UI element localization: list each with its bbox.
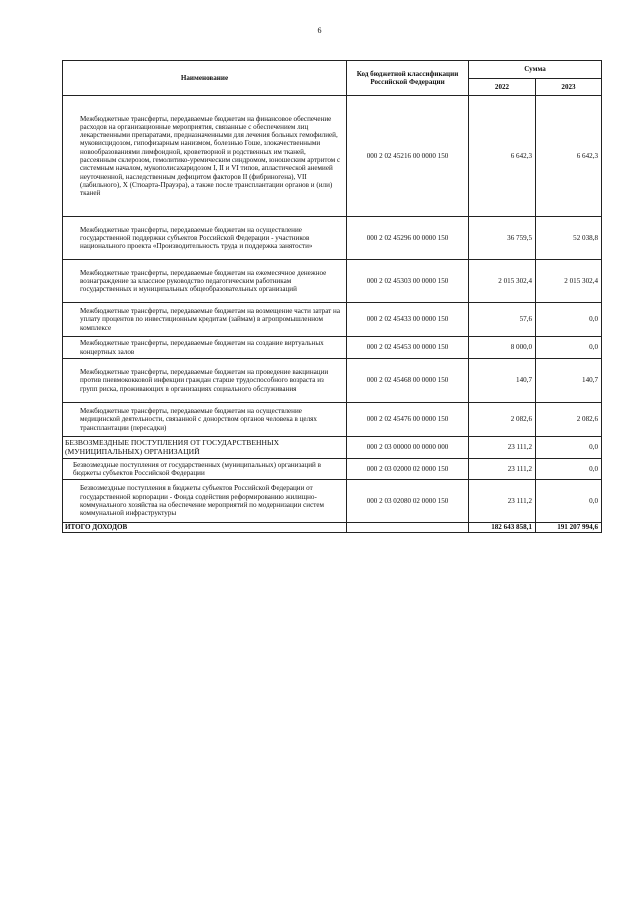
row-value-2023: 140,7: [536, 359, 602, 403]
revenue-table: [62, 60, 602, 533]
header-year-2022: 2022: [469, 79, 536, 96]
row-code: 000 2 03 00000 00 0000 000: [347, 437, 469, 459]
row-name: Межбюджетные трансферты, передаваемые бюджетам на возмещение части затрат на уплату процентов по инвестиционным кредитам (займам) в агропромышленном комплексе: [63, 303, 347, 337]
table-row: [63, 260, 602, 303]
row-value-2023: 0,0: [536, 337, 602, 359]
row-value-2023: 0,0: [536, 437, 602, 459]
row-name: Межбюджетные трансферты, передаваемые бюджетам на ежемесячное денежное вознаграждение за классное руководство педагогическим работникам государственных и муниципальных общеобразовательных организаций: [63, 260, 347, 303]
table-row: [63, 359, 602, 403]
row-value-2022: 6 642,3: [469, 96, 536, 217]
header-sum: Сумма: [469, 61, 602, 79]
row-code: 000 2 02 45303 00 0000 150: [347, 260, 469, 303]
total-label: ИТОГО ДОХОДОВ: [63, 523, 347, 533]
row-value-2022: 2 015 302,4: [469, 260, 536, 303]
total-code: [347, 523, 469, 533]
row-value-2022: 23 111,2: [469, 480, 536, 523]
row-value-2023: 2 015 302,4: [536, 260, 602, 303]
row-name: Межбюджетные трансферты, передаваемые бюджетам на создание виртуальных концертных залов: [63, 337, 347, 359]
table-row: [63, 459, 602, 480]
total-value-2023: 191 207 994,6: [536, 523, 602, 533]
table-row: [63, 403, 602, 437]
total-value-2022: 182 643 858,1: [469, 523, 536, 533]
table-row: [63, 217, 602, 260]
header-year-2023: 2023: [536, 79, 602, 96]
row-value-2023: 0,0: [536, 303, 602, 337]
row-code: 000 2 03 02000 02 0000 150: [347, 459, 469, 480]
row-name: БЕЗВОЗМЕЗДНЫЕ ПОСТУПЛЕНИЯ ОТ ГОСУДАРСТВЕННЫХ (МУНИЦИПАЛЬНЫХ) ОРГАНИЗАЦИЙ: [63, 437, 347, 459]
page-number: 6: [317, 26, 322, 35]
row-value-2022: 57,6: [469, 303, 536, 337]
table-row: [63, 303, 602, 337]
row-code: 000 2 02 45453 00 0000 150: [347, 337, 469, 359]
row-code: 000 2 02 45433 00 0000 150: [347, 303, 469, 337]
row-code: 000 2 02 45296 00 0000 150: [347, 217, 469, 260]
header-name: Наименование: [63, 61, 347, 96]
row-value-2022: 23 111,2: [469, 459, 536, 480]
row-value-2022: 140,7: [469, 359, 536, 403]
row-name: Межбюджетные трансферты, передаваемые бюджетам на осуществление медицинской деятельности, связанной с донорством органов человека в целях трансплантации (пересадки): [63, 403, 347, 437]
row-name: Межбюджетные трансферты, передаваемые бюджетам на осуществление государственной поддержки субъектов Российской Федерации - участников национального проекта «Производительность труда и поддержка занятости»: [63, 217, 347, 260]
row-code: 000 2 03 02080 02 0000 150: [347, 480, 469, 523]
row-value-2022: 23 111,2: [469, 437, 536, 459]
row-value-2022: 2 082,6: [469, 403, 536, 437]
row-value-2023: 6 642,3: [536, 96, 602, 217]
table-row: [63, 437, 602, 459]
row-name: Межбюджетные трансферты, передаваемые бюджетам на проведение вакцинации против пневмококковой инфекции граждан старше трудоспособного возраста из групп риска, проживающих в организациях социального обслуживания: [63, 359, 347, 403]
row-name: Межбюджетные трансферты, передаваемые бюджетам на финансовое обеспечение расходов на организационные мероприятия, связанные с обеспечением лиц лекарственными препаратами, предназначенными для лечения больных гемофилией, муковисцидозом, гипофизарным нанизмом, болезнью Гоше, злокачественными новообразованиями лимфоидной, кроветворной и родственных им тканей, рассеянным склерозом, гемолитико-уремическим синдромом, юношеским артритом с системным началом, мукополисахаридозом I, II и VI типов, апластической анемией неуточненной, наследственным дефицитом факторов II (фибриногена), VII (лабильного), X (Стюарта-Прауэра), а также после трансплантации органов и (или) тканей: [63, 96, 347, 217]
row-name: Безвозмездные поступления от государственных (муниципальных) организаций в бюджеты субъектов Российской Федерации: [63, 459, 347, 480]
total-row: [63, 523, 602, 533]
header-code: Код бюджетной классификации Российской Федерации: [347, 61, 469, 96]
row-code: 000 2 02 45476 00 0000 150: [347, 403, 469, 437]
row-name: Безвозмездные поступления в бюджеты субъектов Российской Федерации от государственной корпорации - Фонда содействия реформированию жилищно-коммунального хозяйства на обеспечение мероприятий по модернизации систем коммунальной инфраструктуры: [63, 480, 347, 523]
table-row: [63, 337, 602, 359]
table-row: [63, 96, 602, 217]
row-code: 000 2 02 45216 00 0000 150: [347, 96, 469, 217]
table-row: [63, 480, 602, 523]
row-value-2023: 0,0: [536, 480, 602, 523]
row-value-2022: 8 000,0: [469, 337, 536, 359]
row-value-2023: 2 082,6: [536, 403, 602, 437]
row-value-2023: 52 038,8: [536, 217, 602, 260]
row-code: 000 2 02 45468 00 0000 150: [347, 359, 469, 403]
row-value-2022: 36 759,5: [469, 217, 536, 260]
row-value-2023: 0,0: [536, 459, 602, 480]
